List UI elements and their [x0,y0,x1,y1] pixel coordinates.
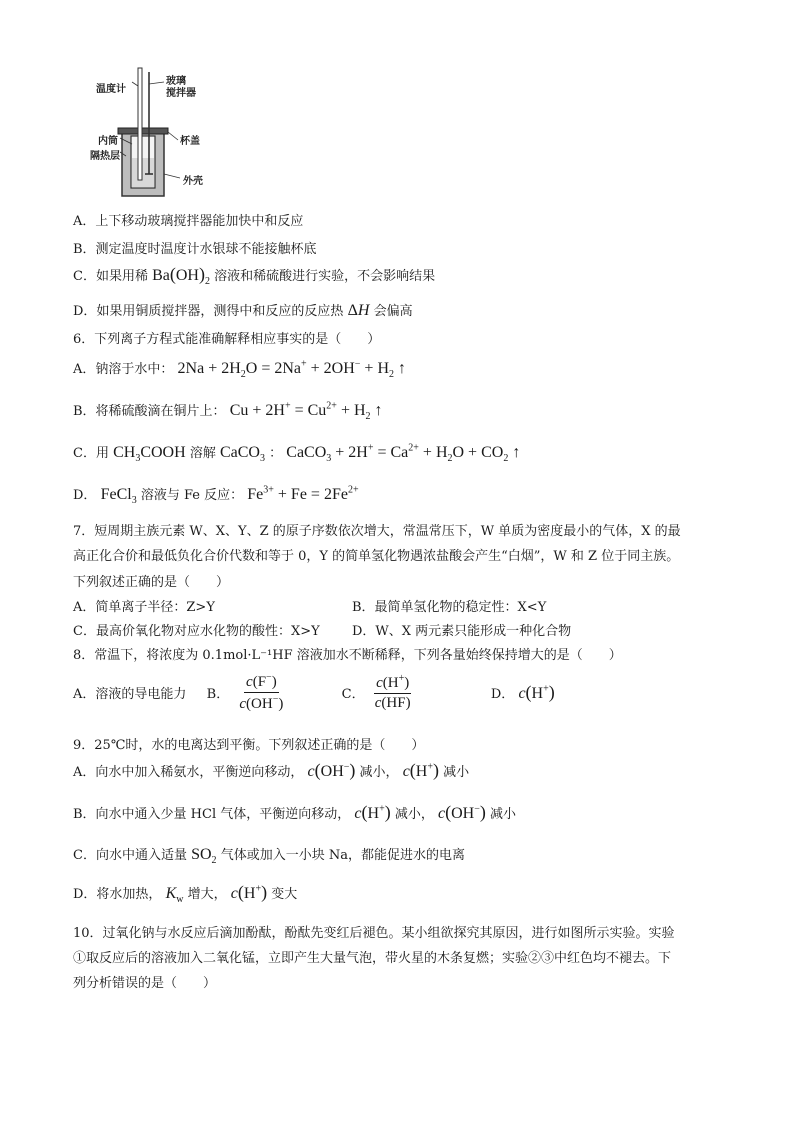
q6-d-post: 溶液与 Fe 反应： [140,488,244,503]
q5-c-pre: C．如果用稀 [73,269,148,284]
q5-c-formula: $Ba(OH)_2$ [152,264,210,288]
q6-option-c [73,442,520,464]
label-inner-cup: 内筒 [98,136,118,147]
q8-options [73,672,555,713]
q5-option-c [73,264,435,287]
q9-option-b [73,802,516,823]
q6-c-acid: $CH_3COOH$ [113,444,186,465]
q6-b-text: B．将稀硫酸滴在铜片上： [73,404,226,419]
q7-option-b: B．最简单氢化物的稳定性：X<Y [352,600,547,615]
q5-d-formula: ΔH [347,302,370,319]
label-insulation: 隔热层 [90,151,120,162]
q10-line2: ①取反应后的溶液加入二氧化锰，立即产生大量气泡，带火星的木条复燃；实验②③中红色均不褪去。下 [73,951,672,966]
q6-b-equation: $Cu + 2H^+ = Cu^{2+} + H_2$ ↑ [229,400,383,423]
q6-stem: 6．下列离子方程式能准确解释相应事实的是（ ） [73,332,381,347]
q10-line3: 列分析错误的是（ ） [73,976,217,991]
q10-line1: 10．过氧化钠与水反应后滴加酚酞，酚酞先变红后褪色。某小组欲探究其原因，进行如图所示实验。实验 [73,926,675,941]
q9-option-a [73,760,469,781]
q9-d-pre: D．将水加热， [73,887,162,902]
q9-b-post: 减小 [490,807,517,822]
q6-d-equation: $Fe^{3+} + Fe = 2Fe^{2+}$ [247,484,359,503]
q6-d-salt: FeCl$_3$ [100,486,137,507]
q9-option-c [73,844,465,866]
q6-option-a [73,358,406,380]
q8-option-b-fraction: $\frac{c(F^-)}{c(OH^-)}$ [239,672,284,712]
q8-option-b-label: B． [206,687,230,702]
q9-c-pre: C．向水中通入适量 [73,848,187,863]
q9-a-mid: 减小， [359,765,399,780]
q6-c-post: ： [269,446,283,461]
q8-option-d-label: D． [490,687,515,702]
q9-c-formula: $SO_2$ [191,846,217,867]
q6-c-salt: CaCO$_3$ [219,444,265,465]
q6-option-d [73,484,359,506]
q5-d-pre: D．如果用铜质搅拌器，测得中和反应的反应热 [73,304,344,319]
q5-d-post: 会偏高 [373,304,413,319]
q7-option-d: D．W、X 两元素只能形成一种化合物 [352,624,572,639]
label-shell: 外壳 [183,176,203,187]
q7-stem-line2: 高正化合价和最低负化合价代数和等于 0，Y 的简单氢化物遇浓盐酸会产生“白烟”，W 和 Z 位于同主族。 [73,549,680,564]
q9-b-mid: 减小， [394,807,434,822]
q6-d-pre: D． [73,488,97,503]
q9-b-pre: B．向水中通入少量 HCl 气体，平衡逆向移动， [73,807,351,822]
q6-c-mid: 溶解 [189,446,216,461]
label-lid: 杯盖 [180,136,200,147]
q6-c-pre: C．用 [73,446,109,461]
q6-c-equation: CaCO$_3$ + $2H^+ = Ca^{2+} + H_2O + CO_2$ ↑ [286,442,521,465]
q5-option-a: A．上下移动玻璃搅拌器能加快中和反应 [73,214,304,229]
q9-b-expr2: c(OH−) [438,802,486,822]
q6-option-b [73,400,383,422]
q7-stem-line3: 下列叙述正确的是（ ） [73,575,230,590]
q9-b-expr1: c(H+) [354,802,391,822]
q8-stem: 8．常温下，将浓度为 0.1mol·L⁻¹HF 溶液加水不断稀释，下列各量始终保持增大的是（ ） [73,648,622,663]
q9-d-expr: c(H+) [230,882,268,902]
label-thermometer: 温度计 [96,84,126,95]
q6-a-text: A．钠溶于水中： [73,362,174,377]
q9-option-d [73,882,297,905]
q9-d-mid: 增大， [187,887,227,902]
q8-option-d-expr: c(H+) [518,682,555,702]
q7-stem-line1: 7．短周期主族元素 W、X、Y、Z 的原子序数依次增大，常温常压下，W 单质为密度最小的气体，X 的最 [73,524,681,539]
q8-option-a: A．溶液的导电能力 [73,687,187,702]
q9-c-post: 气体或加入一小块 Na，都能促进水的电离 [220,848,465,863]
q5-option-b: B．测定温度时温度计水银球不能接触杯底 [73,242,317,257]
q8-option-c-label: C． [341,687,365,702]
q9-a-expr2: c(H+) [402,760,439,780]
q9-a-post: 减小 [443,765,470,780]
q9-d-kw: $K_w$ [165,885,184,906]
q7-option-c: C．最高价氧化物对应水化物的酸性：X>Y [73,624,320,639]
q9-a-pre: A．向水中加入稀氨水，平衡逆向移动， [73,765,304,780]
q8-option-c-fraction: $\frac{c(H^+)}{c(HF)}$ [374,673,411,711]
q5-c-post: 溶液和稀硫酸进行实验，不会影响结果 [214,269,436,284]
q9-d-post: 变大 [271,887,298,902]
q9-stem: 9．25℃时，水的电离达到平衡。下列叙述正确的是（ ） [73,738,425,753]
label-stirrer: 玻璃 搅拌器 [166,76,196,99]
q9-a-expr1: c(OH−) [307,760,356,780]
q7-option-a: A．简单离子半径：Z>Y [73,600,215,615]
q5-option-d [73,300,413,320]
q6-a-equation: $2Na + 2H_2O = 2Na^+ + 2OH^- + H_2$ ↑ [177,358,406,381]
